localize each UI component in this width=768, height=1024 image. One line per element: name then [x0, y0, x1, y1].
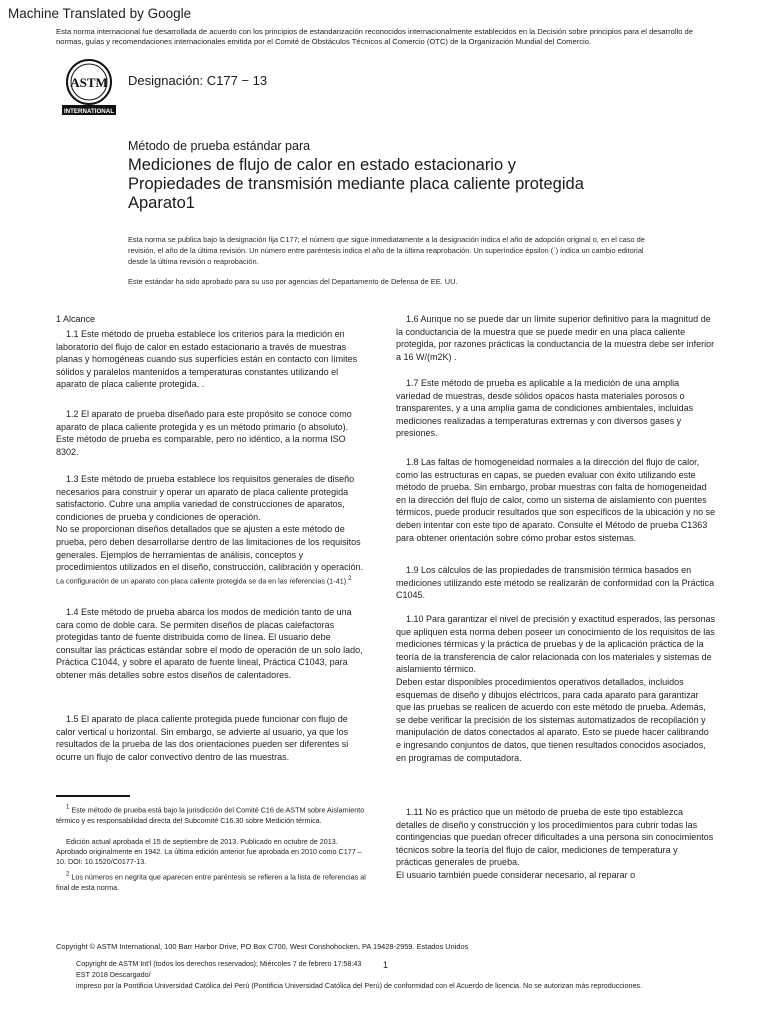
designation: Designación: C177 − 13: [128, 73, 268, 88]
title-line: Propiedades de transmisión mediante placa caliente protegida: [128, 175, 584, 193]
license-line: impreso por la Pontificia Universidad Católica del Perú (Pontificia Universidad Católica del Perú) de conformidad con el Acuerdo de licencia. No se autorizan más reproducciones.: [76, 981, 643, 990]
paragraph-1-10: 1.10 Para garantizar el nivel de precisión y exactitud esperados, las personas que apliquen esta norma deben poseer un conocimiento de los requisitos de las mediciones térmicas y la práctica de pruebas y de la aplicación práctica de la teoría de la transferencia de calor relacionada con los materiales y sistemas de aislamiento térmico.: [396, 614, 716, 675]
edition-note: Edición actual aprobada el 15 de septiembre de 2013. Publicado en octubre de 2013. Aprobado originalmente en 1942. La última edición anterior fue aprobada en 2010 como C177 – 10. DOI: 10.1520/C0177-13.: [56, 837, 362, 867]
refs-text: La configuración de un aparato con placa caliente protegida se da en las referencias (1-41).: [56, 576, 349, 586]
refs-sup: 2: [348, 575, 352, 582]
paragraph-1-7: 1.7 Este método de prueba es aplicable a la medición de una amplia variedad de muestras, desde sólidos opacos hasta materiales porosos o transparentes, y a una amplia gama de condiciones ambientales, incluidas mediciones realizadas a temperaturas extremas y con diversos gases y presiones.: [396, 378, 694, 439]
footnote-2-text: Los números en negrita que aparecen entre paréntesis se refieren a la lista de referencias al final de esta norma.: [56, 872, 366, 892]
license-footer: [76, 958, 642, 991]
paragraph-1-3: 1.3 Este método de prueba establece los requisitos generales de diseño necesarios para construir y operar un aparato de placa caliente protegida satisfactorio. Cubre una amplia variedad de construcciones de aparatos, condiciones de prueba y condiciones de operación.: [56, 474, 355, 522]
section-heading: 1 Alcance: [56, 314, 96, 324]
standard-method-label: Método de prueba estándar para: [128, 139, 311, 153]
footnote-1-sup: 1: [66, 805, 70, 811]
title-line: Mediciones de flujo de calor en estado estacionario y: [128, 156, 516, 174]
paragraph-1-3-refs: [56, 574, 366, 586]
footnote-2: [56, 870, 366, 893]
paragraph-1-11-cont: El usuario también puede considerar necesario, al reparar o: [396, 869, 636, 880]
paragraph-1-5: 1.5 El aparato de placa caliente protegida puede funcionar con flujo de calor vertical u horizontal. Sin embargo, se advierte al usuario, ya que los resultados de la prueba de las dos orientaciones pueden ser diferentes si ocurre un flujo de calor convectivo dentro de las muestras.: [56, 714, 349, 762]
footnote-2-sup: 2: [66, 872, 70, 878]
logo-subtext: INTERNATIONAL: [63, 108, 115, 115]
publication-note: Esta norma se publica bajo la designación fija C177; el número que sigue inmediatamente a la designación indica el año de adopción original o, en el caso de revisión, el año de la última revisión. Un número entre paréntesis indica el año de la última reaprobación. Un superíndice épsilon (´) indica un cambio editorial desde la última revisión o reaprobación.: [128, 235, 645, 266]
license-line: Copyright de ASTM Int'l (todos los derechos reservados); Miércoles 7 de febrero 17:58:43: [76, 959, 362, 968]
page-number: 1: [383, 960, 389, 970]
paragraph-1-1: 1.1 Este método de prueba establece los criterios para la medición en laboratorio del flujo de calor en estado estacionario a través de muestras planas y homogéneas cuando sus superficies están en contacto con límites sólidos y paralelos mantenidos a temperaturas constantes utilizando el aparato de placa caliente protegida. .: [56, 329, 358, 390]
paragraph-1-6: 1.6 Aunque no se puede dar un límite superior definitivo para la magnitud de la conductancia de la muestra que se puede medir en una placa caliente protegida, por razones prácticas la conductancia de la muestra debe ser inferior a 16 W/(m2K) .: [396, 314, 715, 362]
logo-text: ASTM: [70, 75, 108, 90]
paragraph-1-11: 1.11 No es práctico que un método de prueba de este tipo establezca detalles de diseño y construcción y los procedimientos para cubrir todas las contingencias que puedan ofrecer dificultades a una persona sin conocimientos técnicos sobre la teoría del flujo de calor, mediciones de temperatura y prácticas generales de prueba.: [396, 807, 714, 868]
title-line: Aparato1: [128, 194, 195, 212]
paragraph-1-2: 1.2 El aparato de prueba diseñado para este propósito se conoce como aparato de placa caliente protegida y es un método primario (o absoluto). Este método de prueba es comparable, pero no idéntico, a la norma ISO 8302.: [56, 409, 352, 457]
standardization-notice: Esta norma internacional fue desarrollada de acuerdo con los principios de estandarización reconocidos internacionalmente establecidos en la Decisión sobre principios para el desarrollo de normas, guías y recomendaciones internacionales emitida por el Comité de Obstáculos Técnicos al Comercio (OTC) de la Organización Mundial del Comercio.: [56, 27, 693, 46]
dod-approval-note: Este estándar ha sido aprobado para su uso por agencias del Departamento de Defensa de EE. UU.: [128, 277, 458, 286]
paragraph-1-4: 1.4 Este método de prueba abarca los modos de medición tanto de una cara como de doble cara. Se permiten diseños de placas calefactoras protegidas tanto de fuente distribuida como de línea. El usuario debe consultar las prácticas estándar sobre el modo de operación de un solo lado, Práctica C1044, y sobre el aparato de fuente lineal, Práctica C1043, para obtener más detalles sobre estos diseños de calentadores.: [56, 607, 363, 680]
paragraph-1-10-cont: Deben estar disponibles procedimientos operativos detallados, incluidos esquemas de diseño y dibujos eléctricos, para cada aparato para garantizar que las pruebas se realicen de acuerdo con este método de prueba. Además, se debe verificar la precisión de los sistemas automatizados de recopilación y manipulación de datos conectados al aparato. Esto se puede hacer calibrando e ingresando conjuntos de datos, que tienen resultados conocidos asociados, en programas de computadora.: [396, 676, 709, 763]
footnote-1: [56, 803, 366, 826]
paragraph-1-3-cont: No se proporcionan diseños detallados que se ajusten a este método de prueba, pero deben desarrollarse dentro de las limitaciones de los requisitos generales. Ejemplos de herramientas de análisis, conceptos y procedimientos utilizados en el diseño, construcción, calibración y operación.: [56, 524, 364, 573]
license-line: EST 2018 Descargado/: [76, 970, 151, 979]
paragraph-1-9: 1.9 Los cálculos de las propiedades de transmisión térmica basados en mediciones utilizando este método se realizarán de conformidad con la Práctica C1045.: [396, 565, 715, 601]
astm-logo: [58, 56, 120, 118]
copyright-line: Copyright © ASTM International, 100 Barr Harbor Drive, PO Box C700, West Conshohocken, PA 19428-2959. Estados Unidos: [56, 942, 469, 951]
machine-translated-label: Machine Translated by Google: [8, 6, 192, 21]
footnote-divider: [56, 795, 130, 797]
footnote-1-text: Este método de prueba está bajo la jurisdicción del Comité C16 de ASTM sobre Aislamiento térmico y es responsabilidad directa del Subcomité C16.30 sobre Medición térmica.: [56, 805, 365, 825]
document-title: [128, 156, 648, 213]
paragraph-1-8: 1.8 Las faltas de homogeneidad normales a la dirección del flujo de calor, como las estructuras en capas, se pueden evaluar con éxito utilizando este método de prueba. Sin embargo, probar muestras con falta de homogeneidad en la dirección del flujo de calor, como un sistema de aislamiento con puentes térmicos, puede producir resultados que son específicos de la ubicación y no se deben intentar con este tipo de aparato. Consulte el Método de prueba C1363 para obtener orientación sobre cómo probar estos sistemas.: [396, 457, 716, 543]
